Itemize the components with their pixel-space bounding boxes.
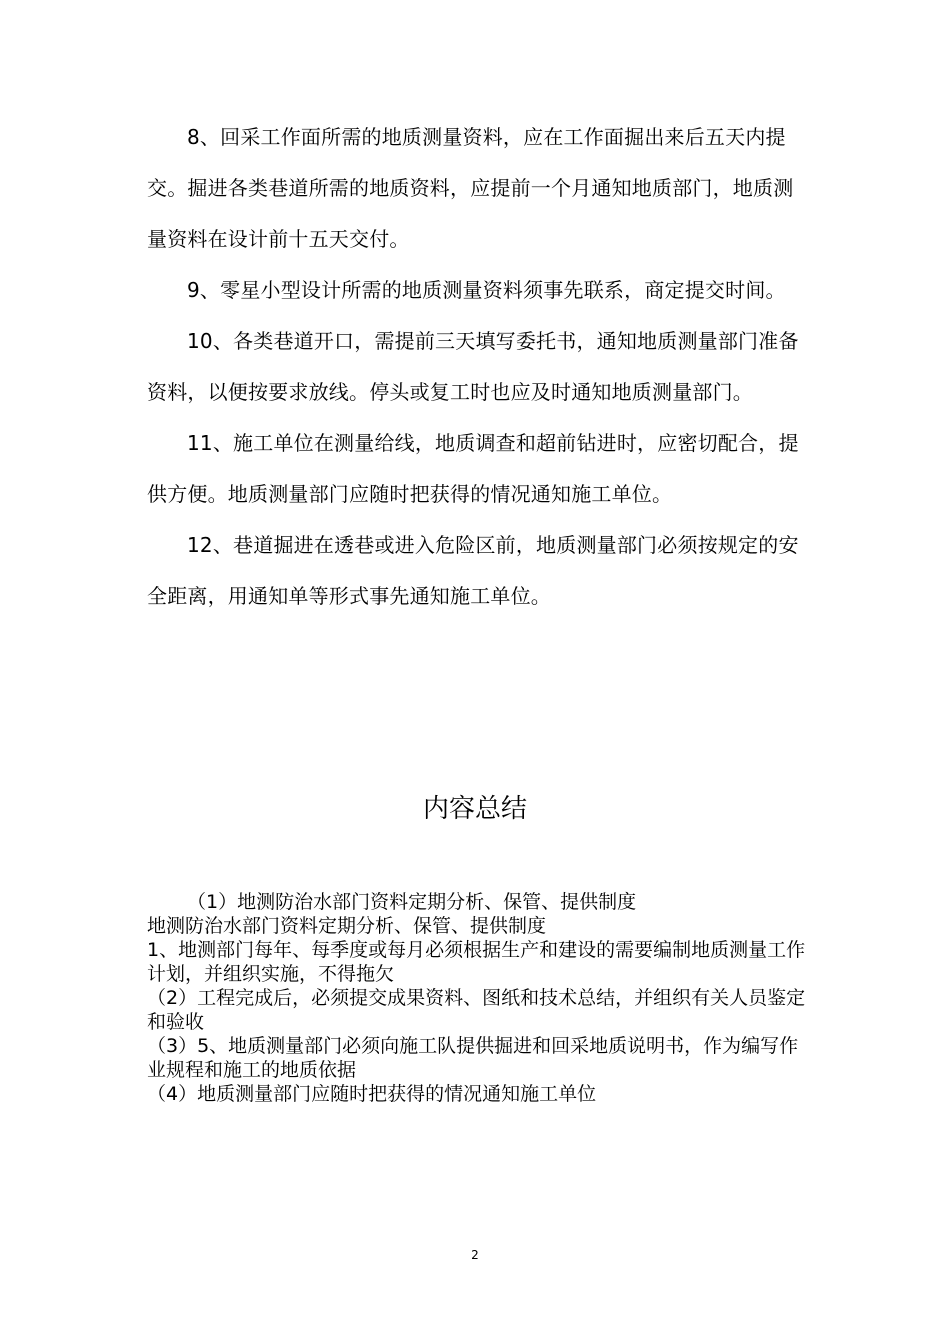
summary-line: 地测防治水部门资料定期分析、保管、提供制度 <box>147 915 547 937</box>
summary-line: （4）地质测量部门应随时把获得的情况通知施工单位 <box>147 1083 597 1105</box>
body-text <box>147 112 807 622</box>
summary-section <box>147 890 807 1106</box>
summary-line: （3）5、地质测量部门必须向施工队提供掘进和回采地质说明书，作为编写作业规程和施工的地质依据 <box>147 1035 799 1081</box>
paragraph-10: 10、各类巷道开口，需提前三天填写委托书，通知地质测量部门准备资料，以便按要求放线。停头或复工时也应及时通知地质测量部门。 <box>147 329 799 404</box>
summary-line: 1、地测部门每年、每季度或每月必须根据生产和建设的需要编制地质测量工作计划，并组织实施，不得拖欠 <box>147 939 806 985</box>
summary-title: 内容总结 <box>422 794 527 824</box>
paragraph-11: 11、施工单位在测量给线，地质调查和超前钻进时，应密切配合，提供方便。地质测量部门应随时把获得的情况通知施工单位。 <box>147 431 799 506</box>
summary-line: （2）工程完成后，必须提交成果资料、图纸和技术总结，并组织有关人员鉴定和验收 <box>147 987 806 1033</box>
paragraph-8: 8、回采工作面所需的地质测量资料，应在工作面掘出来后五天内提交。掘进各类巷道所需的地质资料，应提前一个月通知地质部门，地质测量资料在设计前十五天交付。 <box>147 125 794 251</box>
paragraph-12: 12、巷道掘进在透巷或进入危险区前，地质测量部门必须按规定的安全距离，用通知单等形式事先通知施工单位。 <box>147 533 799 608</box>
paragraph-9: 9、零星小型设计所需的地质测量资料须事先联系，商定提交时间。 <box>187 278 786 302</box>
summary-line: （1）地测防治水部门资料定期分析、保管、提供制度 <box>187 891 637 913</box>
page-number: 2 <box>471 1248 479 1262</box>
